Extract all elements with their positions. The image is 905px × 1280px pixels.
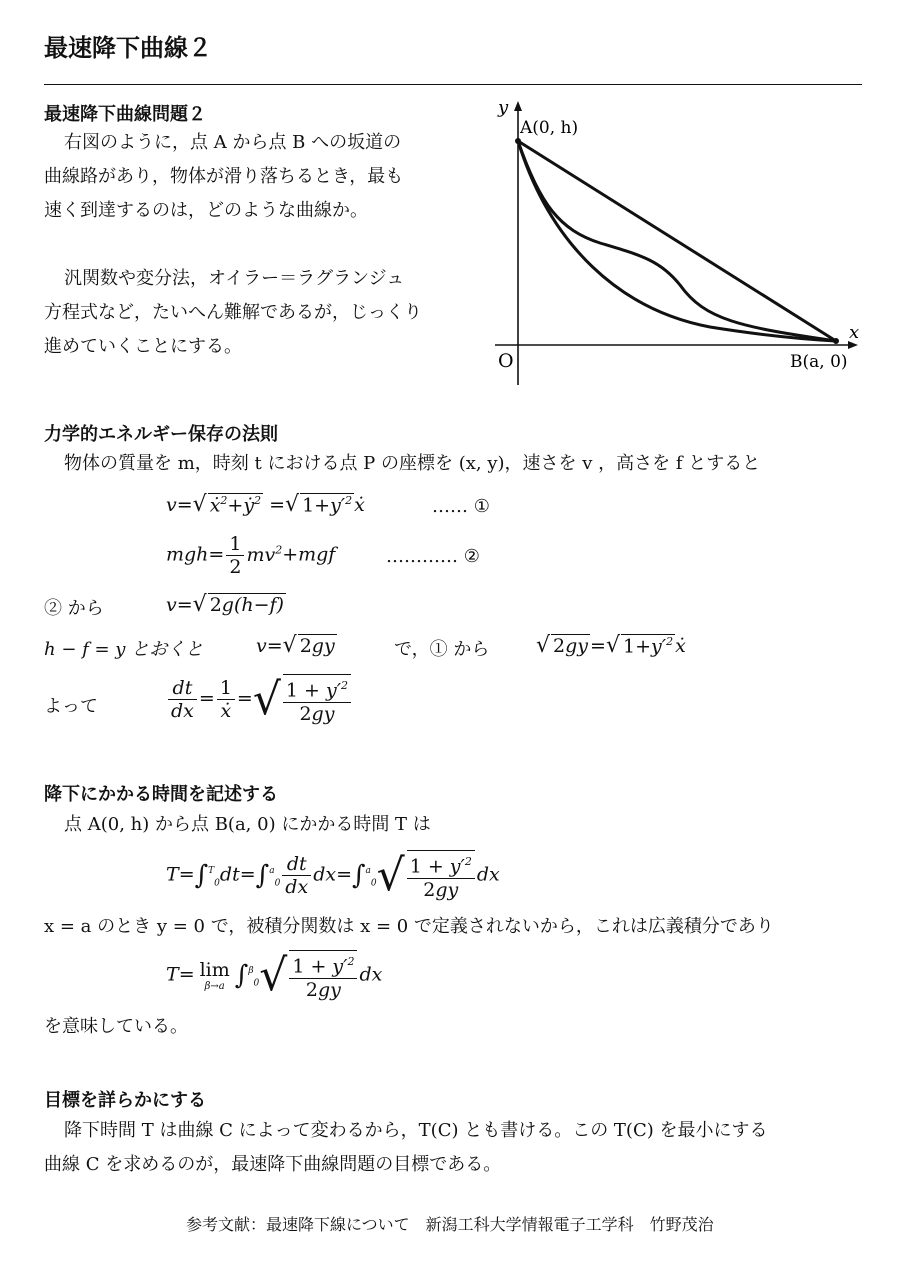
equation-1: v=√ ẋ$^2$+ẏ$^2$ =√ $1+y'^2$ ẋ <box>166 492 365 517</box>
time-integral: T=∫$^T_0$dt=∫$^a_0$ $\frac{dt}{dx}$ dx=∫$^a_0$√ $\frac{1 + y'^2}{2gy}$ dx <box>166 850 500 901</box>
point-b-label: B(a, 0) <box>790 352 848 372</box>
substitution-label: h − f = y とおくと <box>44 639 204 660</box>
problem-line-6: 進めていくことにする。 <box>44 336 242 357</box>
brachistochrone-figure <box>490 95 870 390</box>
goal-line-1: 降下時間 T は曲線 C によって変わるから，T(C) とも書ける。この T(C) を最小にする <box>64 1120 768 1141</box>
therefore-label: よって <box>44 696 98 717</box>
time-intro: 点 A(0, h) から点 B(a, 0) にかかる時間 T は <box>64 814 431 835</box>
equation-1-marker: …… ① <box>432 496 490 517</box>
title-divider <box>44 84 862 85</box>
velocity-relation: √ 2gy =√ $1+y'^2$ ẋ <box>536 633 686 658</box>
velocity-gy: v=√ 2gy <box>256 633 335 658</box>
point-a <box>515 138 521 144</box>
point-a-label: A(0, h) <box>520 118 579 138</box>
problem-line-5: 方程式など，たいへん難解であるが，じっくり <box>44 302 422 323</box>
page-title: 最速降下曲線２ <box>44 34 212 62</box>
dt-dx-equation: $\frac{dt}{dx}$ = $\frac{1}{\text{ẋ}}$ =√ $\frac{1 + y'^2}{2gy}$ <box>166 674 353 725</box>
point-b <box>833 338 839 344</box>
from-eq2-label: ② から <box>44 598 104 619</box>
goal-line-2: 曲線 C を求めるのが，最速降下曲線問題の目標である。 <box>44 1154 502 1175</box>
straight-path <box>518 141 836 341</box>
equation-2-marker: ………… ② <box>386 546 480 567</box>
improper-integral-note: x = a のとき y = 0 で，被積分関数は x = 0 で定義されないから，これは広義積分であり <box>44 916 774 937</box>
problem-line-3: 速く到達するのは，どのような曲線か。 <box>44 200 368 221</box>
meaning-text: を意味している。 <box>44 1016 188 1037</box>
y-axis-arrow <box>514 101 522 111</box>
problem-line-1: 右図のように，点 A から点 B への坂道の <box>64 132 402 153</box>
energy-heading: 力学的エネルギー保存の法則 <box>44 424 278 445</box>
problem-line-2: 曲線路があり，物体が滑り落ちるとき，最も <box>44 166 404 187</box>
origin-label: O <box>498 350 514 372</box>
energy-intro: 物体の質量を m，時刻 t における点 P の座標を (x, y)，速さを v ，高さを f とすると <box>64 453 761 474</box>
problem-line-4: 汎関数や変分法，オイラー＝ラグランジュ <box>64 268 405 289</box>
problem-heading: 最速降下曲線問題２ <box>44 104 206 125</box>
goal-heading: 目標を詳らかにする <box>44 1090 206 1111</box>
limit-integral: T= lim β→a ∫$^\beta_0$√ $\frac{1 + y'^2}{2gy}$ dx <box>166 950 383 1001</box>
from-eq1-label: で，① から <box>394 639 490 660</box>
velocity-equation: v=√ 2g(h−f) <box>166 592 284 617</box>
y-axis-label: y <box>498 97 509 118</box>
x-axis-label: x <box>849 322 860 343</box>
equation-2: mgh= $\frac{1}{2}$ $mv^2+mgf$ <box>166 533 336 578</box>
reference-footer: 参考文献：最速降下線について 新潟工科大学情報電子工学科 竹野茂治 <box>186 1215 714 1234</box>
time-heading: 降下にかかる時間を記述する <box>44 784 278 805</box>
